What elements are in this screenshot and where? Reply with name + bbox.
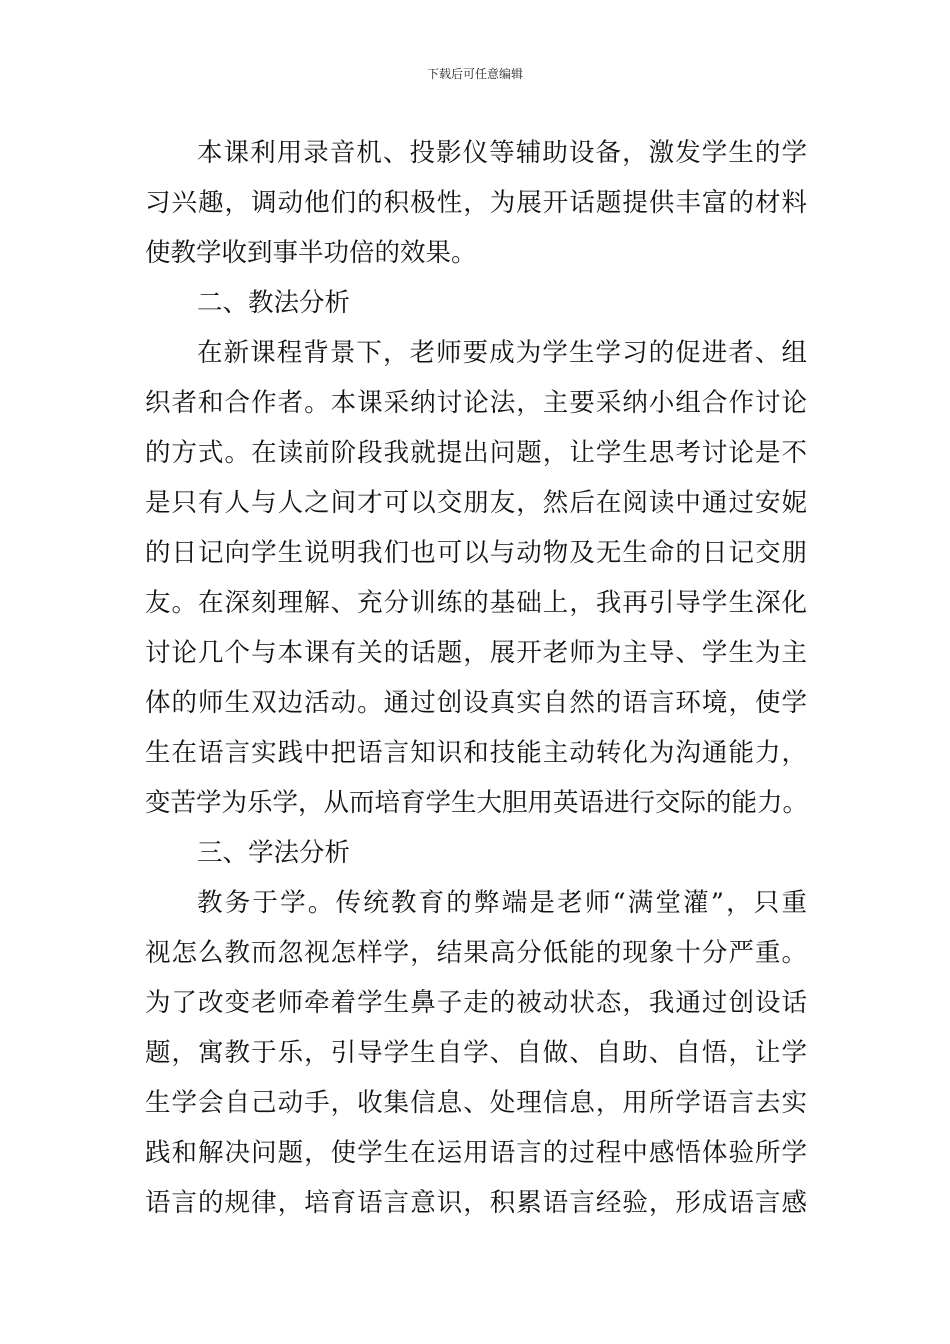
section-heading: 二、教法分析 <box>197 288 351 318</box>
text-line: 使教学收到事半功倍的效果。 <box>145 238 477 268</box>
text-line: 语言的规律，培育语言意识，积累语言经验，形成语言感 <box>145 1188 807 1218</box>
text-line: 在新课程背景下，老师要成为学生学习的促进者、组 <box>197 338 807 368</box>
text-line: 织者和合作者。本课采纳讨论法，主要采纳小组合作讨论 <box>145 388 807 418</box>
text-line: 教务于学。传统教育的弊端是老师“满堂灌”，只重 <box>197 888 807 918</box>
text-line: 为了改变老师牵着学生鼻子走的被动状态，我通过创设话 <box>145 988 807 1018</box>
text-line: 践和解决问题，使学生在运用语言的过程中感悟体验所学 <box>145 1138 807 1168</box>
document-body <box>145 128 807 1228</box>
text-line: 变苦学为乐学，从而培育学生大胆用英语进行交际的能力。 <box>145 788 809 818</box>
text-line: 题，寓教于乐，引导学生自学、自做、自助、自悟，让学 <box>145 1038 807 1068</box>
text-line: 的方式。在读前阶段我就提出问题，让学生思考讨论是不 <box>145 438 807 468</box>
section-heading: 三、学法分析 <box>197 838 351 868</box>
text-line: 本课利用录音机、投影仪等辅助设备，激发学生的学 <box>197 138 807 168</box>
text-line: 视怎么教而忽视怎样学，结果高分低能的现象十分严重。 <box>145 938 807 968</box>
text-line: 习兴趣，调动他们的积极性，为展开话题提供丰富的材料 <box>145 188 807 218</box>
text-line: 生在语言实践中把语言知识和技能主动转化为沟通能力， <box>145 738 807 768</box>
text-line: 讨论几个与本课有关的话题，展开老师为主导、学生为主 <box>145 638 807 668</box>
text-line: 友。在深刻理解、充分训练的基础上，我再引导学生深化 <box>145 588 807 618</box>
text-line: 是只有人与人之间才可以交朋友，然后在阅读中通过安妮 <box>145 488 807 518</box>
text-line: 生学会自己动手，收集信息、处理信息，用所学语言去实 <box>145 1088 807 1118</box>
text-line: 的日记向学生说明我们也可以与动物及无生命的日记交朋 <box>145 538 807 568</box>
text-line: 体的师生双边活动。通过创设真实自然的语言环境，使学 <box>145 688 807 718</box>
page-header: 下载后可任意编辑 <box>426 67 523 81</box>
